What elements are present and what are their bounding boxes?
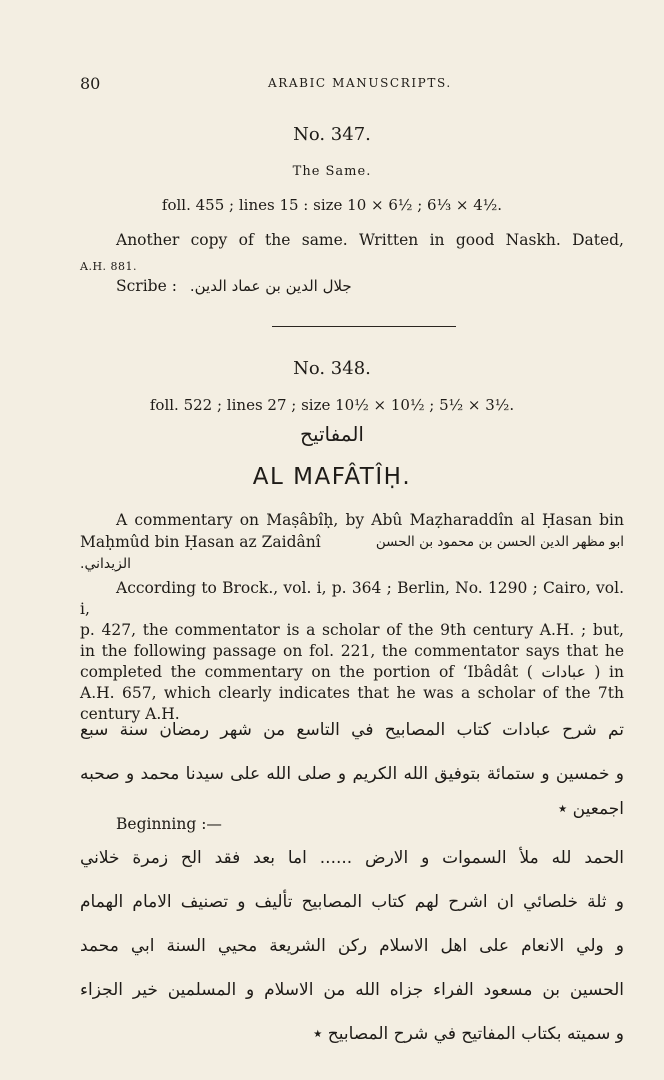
entry-348-number: No. 348. — [293, 358, 371, 379]
entry-347-number: No. 347. — [293, 124, 371, 145]
para2-line: A.H. 657, which clearly indicates that he was a scholar of the 7th — [80, 684, 624, 702]
beginning-line: الحمد لله ملأ السموات و الارض ...... اما بعد فقد الح زمرة خلاني — [80, 848, 624, 868]
running-head: ARABIC MANUSCRIPTS. — [268, 76, 452, 90]
colophon-line: تم شرح عبادات كتاب المصابيح في التاسع من شهر رمضان سنة سبع — [80, 720, 624, 740]
beginning-line: و ولي الانعام على اهل الاسلام ركن الشريعة محيي السنة ابي محمد — [80, 936, 624, 956]
beginning-line: و سميته بكتاب المفاتيح في شرح المصابيح ٭ — [313, 1024, 624, 1044]
section-divider — [272, 326, 456, 327]
scribe-label: Scribe : — [116, 277, 177, 295]
entry-348-foll: foll. 522 ; lines 27 ; size 10½ × 10½ ; 5½ × 3½. — [149, 396, 515, 414]
arabic-title: المفاتيح — [300, 422, 364, 446]
scribe-name: جلال الدين بن عماد الدين. — [189, 277, 352, 295]
beginning-line: و ثلة خلصائي ان اشرح لهم كتاب المصابيح تأليف و تصنيف الامام الهمام — [80, 892, 624, 912]
arabic-beginning — [80, 836, 624, 1056]
entry-347-date: A.H. 881. — [80, 260, 138, 273]
para2-line: century A.H. — [80, 705, 180, 723]
para2-line: p. 427, the commentator is a scholar of the 9th century A.H. ; but, — [80, 621, 624, 639]
beginning-line: الحسين بن مسعود الفراء جزاه الله من الاسلام و المسلمين خير الجزاء — [80, 980, 624, 1000]
para1-line3-arabic: الزيداني. — [80, 556, 132, 572]
para2-line: in the following passage on fol. 221, the commentator says that he — [80, 642, 624, 660]
entry-347-subtitle: The Same. — [292, 164, 372, 179]
para1-line2 — [80, 532, 624, 554]
para1-line2-arabic: ابو مظهر الدين الحسن بن محمود بن الحسن — [375, 534, 624, 550]
para2-line: completed the commentary on the portion of ‘Ibâdât ( عبادات ) in — [80, 663, 624, 681]
para1-line2-latin: Maḥmûd bin Ḥasan az Zaidânî — [80, 533, 321, 551]
colophon-line: و خمسين و ستمائة بتوفيق الله الكريم و صلى الله على سيدنا محمد و صحبه — [80, 764, 624, 784]
para1-line1: A commentary on Maṣâbîḥ, by Abû Maẓharaddîn al Ḥasan bin — [116, 511, 624, 529]
work-title: AL MAFÂTÎḤ. — [252, 464, 412, 490]
entry-347-foll: foll. 455 ; lines 15 : size 10 × 6½ ; 6⅓ × 4½. — [161, 196, 503, 214]
arabic-colophon — [80, 708, 624, 822]
entry-347-scribe — [116, 276, 352, 297]
para2 — [80, 578, 624, 725]
colophon-line: اجمعين ٭ — [558, 799, 624, 819]
page-number: 80 — [80, 74, 101, 93]
entry-347-desc-line1: Another copy of the same. Written in good Naskh. Dated, — [116, 231, 624, 249]
beginning-label: Beginning :— — [116, 815, 222, 833]
para2-line: According to Brock., vol. i, p. 364 ; Berlin, No. 1290 ; Cairo, vol. i, — [80, 579, 624, 618]
